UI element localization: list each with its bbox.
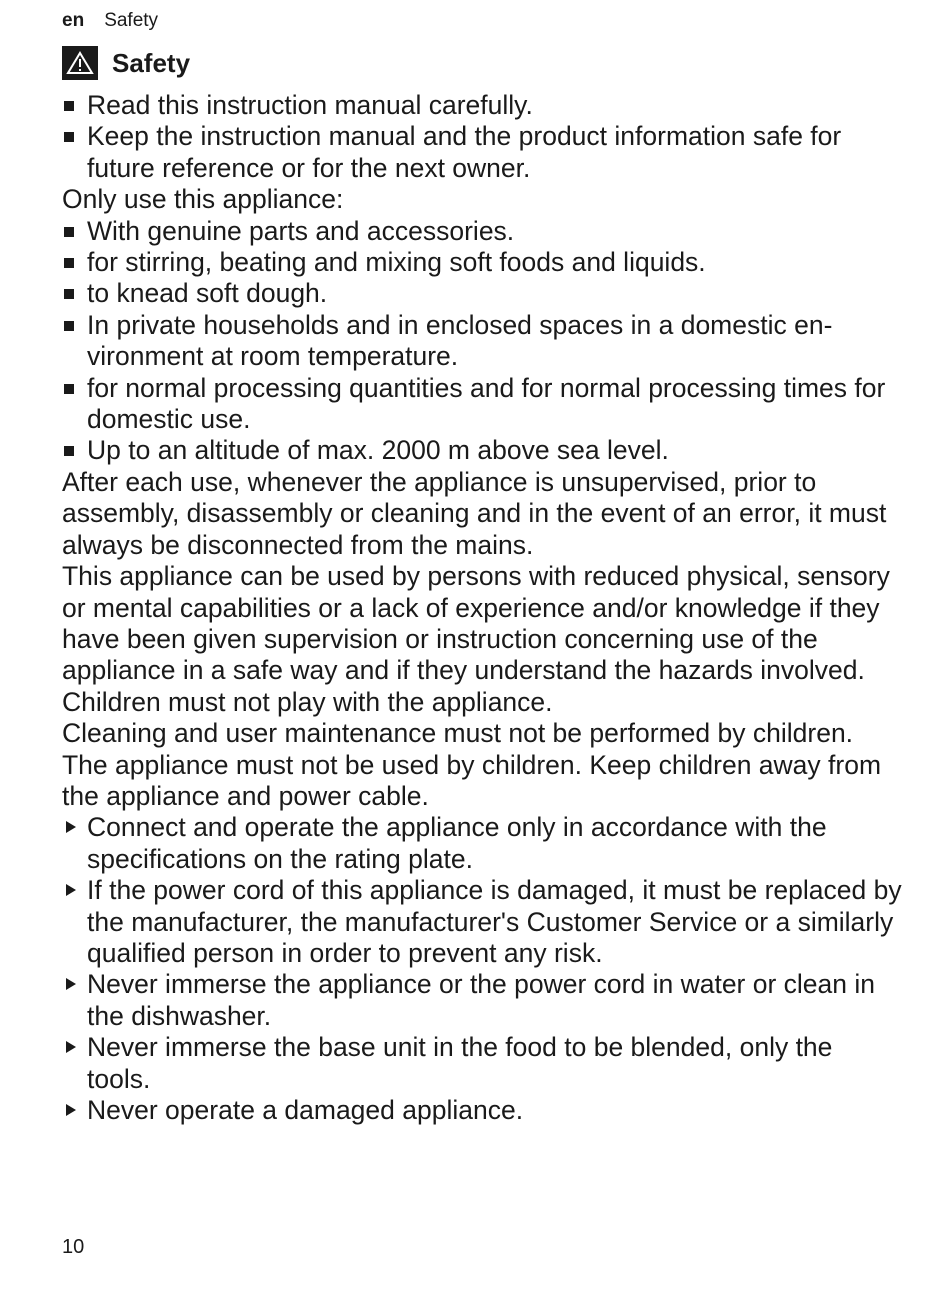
action-item: If the power cord of this appliance is damaged, it must be replaced by the manufacturer, the manufacturer's Customer Service or a similarly qualified person in order to prevent any risk.	[62, 875, 902, 969]
arrow-right-icon	[62, 1095, 87, 1126]
arrow-right-icon	[62, 875, 87, 969]
page-number: 10	[62, 1236, 85, 1258]
paragraph: This appliance can be used by persons with reduced physical, sensory or mental capabilities or a lack of experience and/or knowledge if they have been given supervision or instruction concerning use of the appliance in a safe way and if they understand the hazards involved.	[62, 561, 890, 686]
arrow-right-icon	[62, 812, 87, 875]
bullet-square-icon	[62, 373, 87, 436]
paragraph: The appliance must not be used by children. Keep children away from the appliance and power cable.	[62, 749, 882, 811]
bullet-square-icon	[62, 90, 87, 121]
paragraph: After each use, whenever the appliance is unsupervised, prior to assembly, disassembly or cleaning and in the event of an error, it must always be disconnected from the mains.	[62, 466, 887, 560]
action-item: Never operate a damaged appliance.	[62, 1095, 902, 1126]
arrow-right-icon	[62, 1032, 87, 1095]
page-header	[62, 10, 158, 32]
warning-triangle-icon	[62, 46, 98, 80]
bullet-square-icon	[62, 216, 87, 247]
list-item: for normal processing quantities and for normal processing times for domestic use.	[62, 373, 902, 436]
bullet-square-icon	[62, 247, 87, 278]
bullet-square-icon	[62, 435, 87, 466]
bullet-square-icon	[62, 310, 87, 373]
list-item: Keep the instruction manual and the product information safe for future reference or for the next owner.	[62, 121, 902, 184]
action-item: Never immerse the base unit in the food to be blended, only the tools.	[62, 1032, 902, 1095]
list-item: to knead soft dough.	[62, 278, 902, 309]
paragraph: Children must not play with the appliance.	[62, 686, 553, 717]
use-heading: Only use this appliance:	[62, 184, 344, 215]
section-title-row	[62, 46, 190, 80]
header-section: Safety	[104, 10, 159, 31]
safety-content	[62, 90, 902, 1126]
action-item: Connect and operate the appliance only in accordance with the specifications on the rating plate.	[62, 812, 902, 875]
paragraph: Cleaning and user maintenance must not be performed by children.	[62, 718, 854, 749]
bullet-square-icon	[62, 121, 87, 184]
list-item: With genuine parts and accessories.	[62, 216, 902, 247]
list-item: Read this instruction manual carefully.	[62, 90, 902, 121]
bullet-square-icon	[62, 278, 87, 309]
list-item: In private households and in enclosed spaces in a domestic environment at room temperature.	[62, 310, 902, 373]
language-code: en	[62, 10, 85, 31]
list-item: Up to an altitude of max. 2000 m above sea level.	[62, 435, 902, 466]
arrow-right-icon	[62, 969, 87, 1032]
action-item: Never immerse the appliance or the power cord in water or clean in the dishwasher.	[62, 969, 902, 1032]
page-title: Safety	[112, 47, 191, 78]
list-item: for stirring, beating and mixing soft foods and liquids.	[62, 247, 902, 278]
